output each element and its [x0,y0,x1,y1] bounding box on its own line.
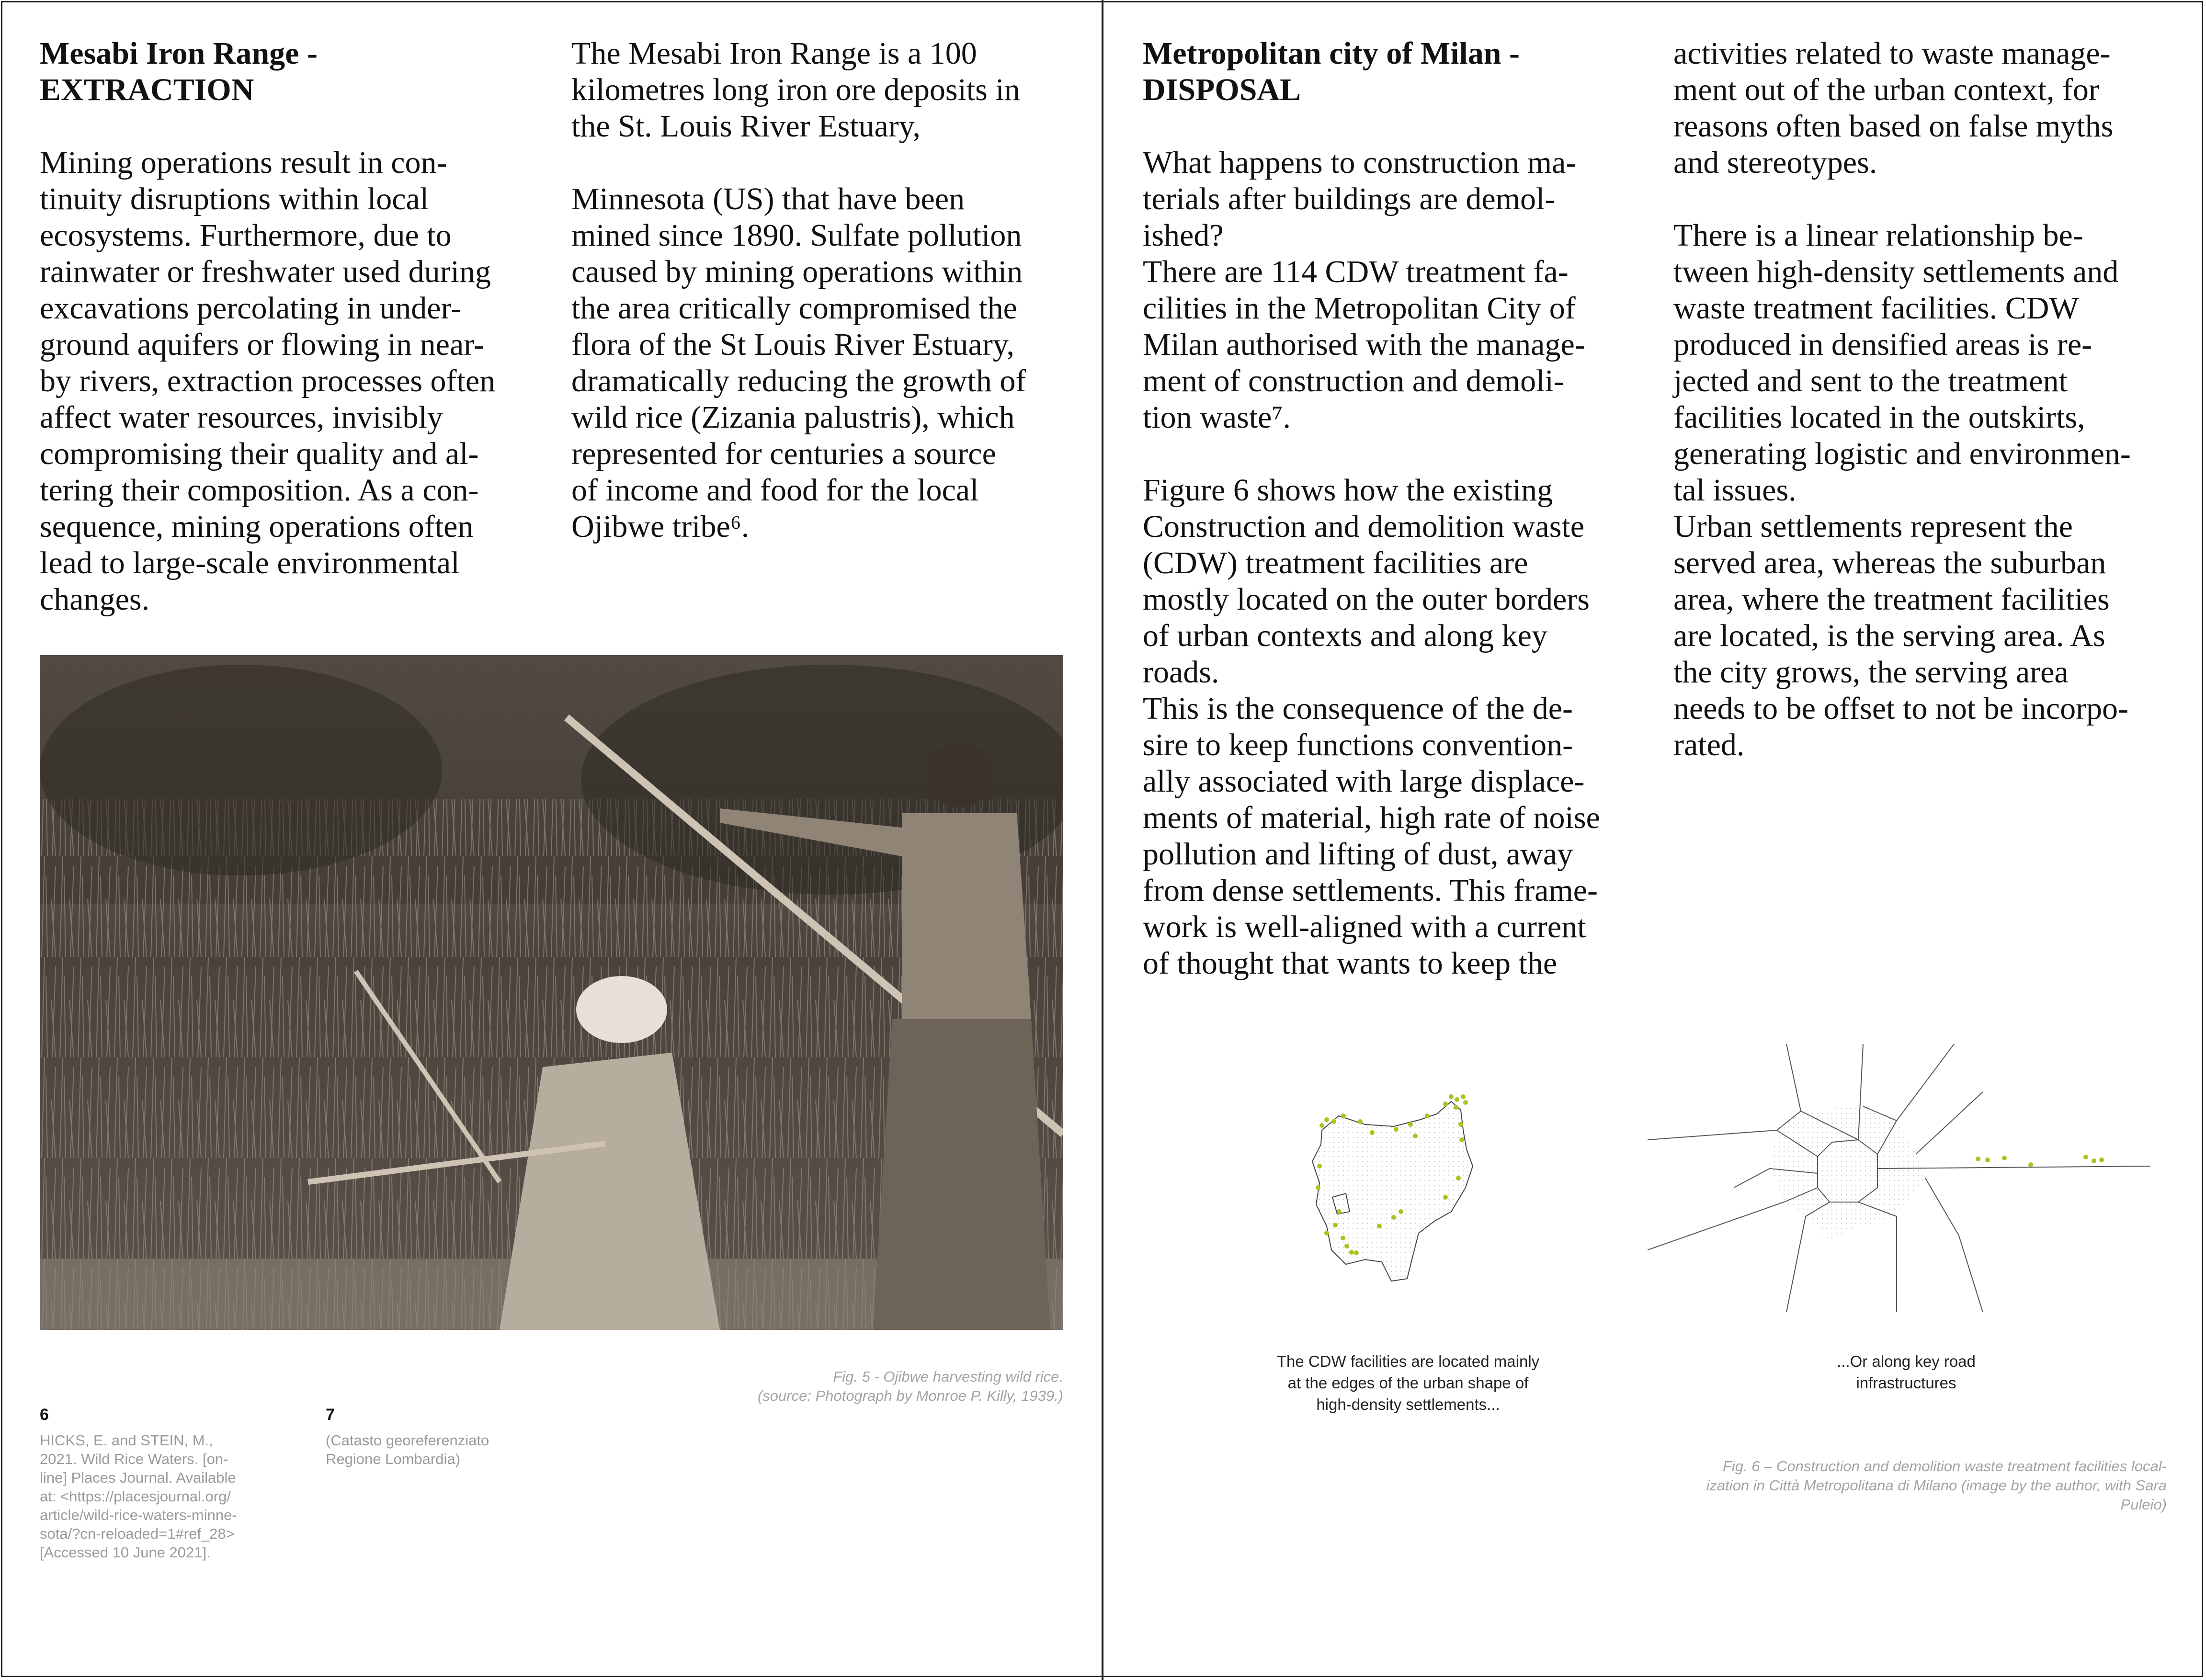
right-column-2-text: activities related to waste manage- ment out of the urban context, for reasons often based on false myths and stereotypes. There is a linear relationship be- tween high-density settlements and waste treatment facilities. CDW produced in densified areas is re- jected and sent to the treatment facilities located in the outskirts, generating logistic and environmen- tal issues. Urban settlements represent the served area, whereas the suburban area, where the treatment facilities are located, is the serving area. As the city grows, the serving area needs to be offset to not be incorpo- rated. [1673,36,2131,762]
spread-gutter [1102,0,1103,1680]
map-1-caption: The CDW facilities are located mainly at the edges of the urban shape of high-density settlements... [1276,1352,1540,1413]
footnote-7-number: 7 [326,1406,335,1424]
left-column-2-text: The Mesabi Iron Range is a 100 kilometres long iron ore deposits in the St. Louis River Estuary, Minnesota (US) that have been mined since 1890. Sulfate pollution caused by mining operations within the area critically compromised the flora of the St Louis River Estuary, dramatically reducing the growth of wild rice (Zizania palustris), which represented for centuries a source of income and food for the local Ojibwe tribe⁶. [571,36,1026,544]
road-infrastructure-facilities-map [1648,1044,2155,1312]
map-2-caption: ...Or along key road infrastructures [1837,1352,1976,1392]
section-heading-extraction: Mesabi Iron Range - EXTRACTION [40,36,318,107]
ojibwe-wild-rice-photo [40,655,1063,1330]
footnote-7-text: (Catasto georeferenziato Regione Lombardia) [326,1432,489,1467]
right-column-1-text: What happens to construction ma- terials after buildings are demol- ished? There are 114 CDW treatment fa- cilities in the Metropolitan City of Milan authorised with the manage- ment of construction and demoli- tion waste⁷. Figure 6 shows how the existing Construction and demolition waste (CDW) treatment facilities are mostly located on the outer borders of urban contexts and along key roads. This is the consequence of the de- sire to keep functions convention- ally associated with large displace- ments of material, high rate of noise pollution and lifting of dust, away from dense settlements. This frame- work is well-aligned with a current of thought that wants to keep the [1143,145,1600,981]
footnote-6-number: 6 [40,1406,49,1424]
left-column-1-text: Mining operations result in con- tinuity disruptions within local ecosystems. Furthermore, due to rainwater or freshwater used during excavations percolating in under- ground aquifers or flowing in near- by rivers, extraction processes often affect water resources, invisibly compromising their quality and al- tering their composition. As a con- sequence, mining operations often lead to large-scale environmental changes. [40,145,496,617]
urban-edge-facilities-map [1293,1068,1542,1293]
section-heading-disposal: Metropolitan city of Milan - DISPOSAL [1143,36,1520,107]
figure-6-caption: Fig. 6 – Construction and demolition waste treatment facilities local- ization in Città Metropolitana di Milano (image by the author, with Sara Puleio) [1706,1458,2167,1513]
footnote-6-text: HICKS, E. and STEIN, M., 2021. Wild Rice Waters. [on- line] Places Journal. Available at: <https://placesjournal.org/ article/wild-rice-waters-minne- sota/?cn-reloaded=1#ref_28> [Accessed 10 June 2021]. [40,1432,237,1561]
figure-5-caption: Fig. 5 - Ojibwe harvesting wild rice. (source: Photograph by Monroe P. Killy, 1939.) [757,1368,1063,1404]
